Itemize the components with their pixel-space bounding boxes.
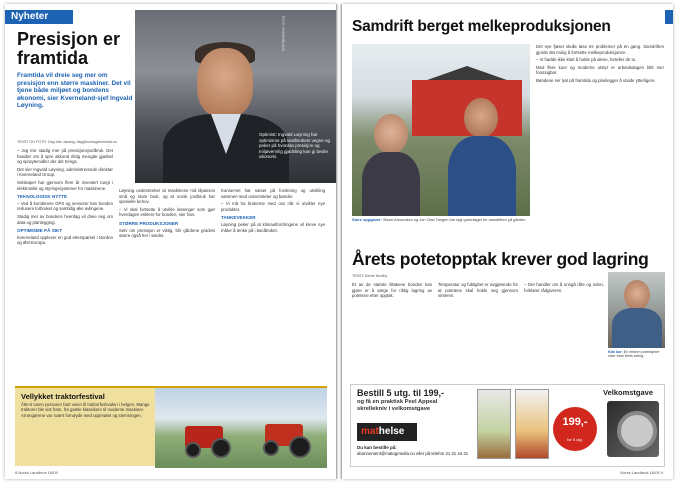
paragraph: Stadig mer av bondens hverdag vil dreie seg om data og planlegging. — [17, 213, 113, 225]
potato-byline: TEKST: Bente Nordby — [352, 274, 388, 278]
potato-headline: Årets potetopptak krever god lagring — [352, 249, 649, 269]
paragraph: Løyning peker på at klimautfordringene vil kreve nye måter å tenke på i landbruket. — [221, 221, 325, 233]
right-page — [342, 4, 673, 479]
paragraph: – Vi må ha brukerne med oss når vi utvikler nye produkter. — [221, 201, 325, 212]
subscription-ad[interactable] — [350, 384, 665, 467]
gift-knife-image — [607, 401, 659, 457]
tractor-wheel — [263, 440, 279, 456]
subheading: STØRRE PRODUKSJONER — [119, 220, 179, 226]
paragraph: – Jeg tror stadig mer på presisjonsjordbruk. Det handler om å spre akkurat riktig mengde gjødsel og sprøytemidler der det trengs. — [17, 148, 113, 165]
person-head-farmer — [624, 280, 650, 310]
person-body-man — [448, 136, 516, 216]
milk-caption — [352, 218, 530, 223]
potato-column-2 — [438, 282, 518, 378]
ad-line: og få en praktisk Peel Appeal — [357, 399, 438, 405]
potato-photo — [608, 272, 665, 348]
event-title: Vellykket traktorfestival — [21, 392, 105, 401]
subheading: OPTIMISME PÅ SIKT — [17, 228, 63, 234]
price-value: 199,- — [562, 416, 588, 428]
ad-order-contact[interactable]: abonnement@matogmedia.no eller på telefon 21 31 44 41 — [357, 451, 469, 456]
potato-caption — [608, 350, 665, 359]
event-text: Åtte-ti tusen personer fant veien til traktorfestivalen i helgen. Mange traktorer ble vist fram, fra gamle klassikere til moderne maskiner. Arrangørene var svært fornøyde med oppmøtet og stemningen. — [21, 402, 150, 418]
left-page — [5, 4, 336, 479]
article-column-1 — [17, 148, 113, 380]
tractor-wheel — [185, 442, 201, 458]
paragraph: Konsernet har satset på forskning og utvikling sammen med universiteter og bønder. — [221, 188, 325, 199]
paragraph: Selv om presisjon er viktig, blir gårdene gradvis større også her i landet. — [119, 227, 215, 239]
photo-credit: FOTO: KVERNELAND — [281, 16, 285, 52]
person-body-farmer — [612, 308, 662, 348]
ad-order-label: Du kan bestille på: — [357, 445, 397, 450]
milk-article-column — [536, 44, 664, 244]
magazine-cover — [477, 389, 511, 459]
article-column-3 — [221, 188, 325, 378]
tractor-wheel — [211, 438, 231, 458]
caption-text: Sissel Amundsen og Jon Olav Tangen har lagt grunnlaget for samdriften på gården. — [382, 217, 527, 222]
person-head-woman — [374, 114, 408, 154]
paragraph: – Det handler om å unngå råte og svinn, forklarer rådgiveren. — [524, 282, 604, 293]
ad-offer: Bestill 5 utg. til 199,- — [357, 388, 445, 398]
event-box — [15, 386, 327, 466]
logo-part: helse — [378, 426, 405, 437]
hero-caption: Optimist: Ingvald Løyning har optimisme på landbrukets vegne og peker på hvordan presisjon og miljøvennlig gjødsling kan gi bedre økonomi. — [259, 132, 331, 159]
price-badge — [553, 407, 597, 451]
byline: TEKST OG FOTO: Dag Idar Jøsang, dag@norskgarnmedia.no — [17, 140, 117, 144]
potato-column-3 — [524, 282, 604, 378]
paragraph: Temperatur og fuktighet er avgjørende for at potetene skal holde seg gjennom vinteren. — [438, 282, 518, 299]
lead-paragraph: Framtida vil dreie seg mer om presisjon enn større maskiner. Det vil tjene både miljøet og bondens økonomi, sier Kverneland-sjef Ingvald Løyning. — [17, 72, 133, 110]
magazine-cover — [515, 389, 549, 459]
section-tab — [5, 10, 73, 24]
paragraph: Det nye fjøset skulle løse tre problemer på én gang. Samdriften gjorde det mulig å fortsette melkeproduksjonen. — [536, 44, 664, 55]
main-headline: Presisjon er framtida — [17, 29, 121, 68]
paragraph: Bøndene ser lyst på framtida og planlegger å utvide ytterligere. — [536, 77, 656, 83]
paragraph: – Ved å kombinere GPS og sensorer kan bonden redusere forbruket og samtidig øke avlingene. — [17, 200, 113, 212]
gift-label: Velkomstgave — [603, 388, 654, 397]
milk-photo — [352, 44, 530, 216]
caption-label: Store oppgaver: — [352, 217, 382, 222]
section-edge-bar — [665, 10, 673, 24]
paragraph: – Vi hadde ikke klart å holde på alene, forteller de to. — [536, 57, 637, 63]
paragraph: Løyning understreker at maskinene må tilpasses små og store bruk, og at norsk jordbruk har spesielle behov. — [119, 188, 215, 205]
paragraph: Det sier Ingvald Løyning, administrerende direktør i Kverneland Group. — [17, 166, 113, 178]
hero-photo — [135, 10, 336, 183]
tractor-wheel — [289, 436, 311, 458]
page-folio: Norsk Landbruk 16/09 9 — [620, 470, 663, 475]
caption-text: En erfaren potetdyrker viser fram årets avling. — [608, 350, 660, 359]
person-body-woman — [362, 152, 420, 216]
subheading: TANKEVEKKER — [221, 215, 256, 221]
paragraph: Et av de største tiltakene bonden kan gjøre er å sørge for riktig lagring av potetene etter opptak. — [352, 282, 432, 299]
paragraph: Med flere kuer og moderne utstyr er arbeidsdagen blitt mer forutsigbar. — [536, 64, 664, 76]
hero-face — [197, 48, 253, 118]
page-folio: 8 Norsk Landbruk 16/09 — [15, 470, 58, 475]
person-head-man — [464, 98, 498, 138]
article-column-2 — [119, 188, 215, 378]
tractor-photo — [155, 388, 327, 468]
paragraph: – Vi skal fortsette å utvikle løsninger som gjør hverdagen enklere for bonden, sier han. — [119, 206, 215, 218]
paragraph: Selskapet har gjennom flere år investert tungt i elektronikk og styringssystemer for maskinene. — [17, 179, 113, 191]
caption-label: Klar kur: — [608, 350, 623, 354]
milk-headline: Samdrift berget melkeproduksjonen — [352, 18, 611, 35]
logo-part: mat — [361, 426, 379, 437]
potato-column-1 — [352, 282, 432, 378]
section-label: Nyheter — [11, 11, 49, 22]
price-note: for 5 utg. — [567, 437, 583, 442]
mat-helse-logo — [357, 423, 417, 441]
ad-line: skrelleknív i velkomstgave — [357, 406, 431, 412]
subheading: TEKNOLOGISK NYTTE — [17, 194, 68, 200]
paragraph: Kverneland opplever en god etterspørsel i Norden og Øst-Europa. — [17, 234, 113, 246]
